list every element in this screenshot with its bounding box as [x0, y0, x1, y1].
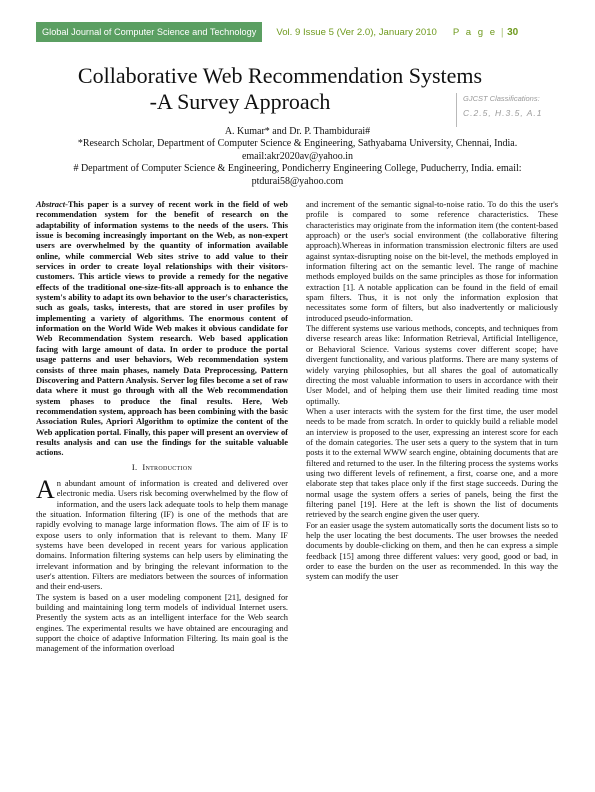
intro-paragraph-1-text: n abundant amount of information is created and delivered over electronic media. Users risk becoming overwhelmed by the flow of information, and the users lack adequate tools to help them manage the situation. Information filtering (IF) is one of the methods that are rapidly evolving to manage large information flows. The aim of IF is to expose users to only information that is relevant to them. Many IF systems have been developed in recent years for various application domains. Information filtering systems can help users by eliminating the irrelevant information and by bringing the relevant information to the user's attention. Filters are mediators between the sources of information and their end-users. [36, 477, 288, 592]
classification-codes: C.2.5, H.3.5, A.1 [463, 108, 543, 118]
author-affiliation-2: # Department of Computer Science & Engineering, Pondicherry Engineering College, Puducherry, India. email: ptdurai58@yahoo.com [73, 163, 522, 187]
journal-name: Global Journal of Computer Science and Technology [36, 22, 262, 42]
drop-cap: A [36, 474, 55, 504]
right-column [306, 199, 558, 582]
volume-info: Vol. 9 Issue 5 (Ver 2.0), January 2010 [276, 26, 437, 38]
section-heading [36, 462, 288, 472]
author-names: A. Kumar* and Dr. P. Thambidurai# [224, 126, 371, 137]
right-paragraph-3: When a user interacts with the system for the first time, the user model needs to be made from scratch. In order to quickly build a reliable model an interview is proposed to the user, expressing an interest score for each of the domain categories. The user sets a query to the system that in turn posts it to the external WWW search engine, obtaining documents that are filtered and returned to the user. In the filtering process the systems works using two different levels of refinement, a first, coarse one, and a more elaborate step that takes place only if the first stage succeeds. During the normal usage the system offers a series of panels, being the first the filtering panel [19]. Here at the left is shown the list of documents retrieved by the search engine given the user query. [306, 405, 558, 520]
section-title: Introduction [142, 461, 193, 472]
intro-paragraph-2: The system is based on a user modeling component [21], designed for building and maintaining long term models of individual Internet users. Presently the system acts as an intelligent interface for the Web search engines. The experimental results we have obtained are encouraging and support the choice of adaptive Information Filtering. Its main goal is the management of the information overload [36, 591, 288, 654]
page-label: P a g e [452, 26, 498, 38]
section-number: I. [131, 461, 138, 472]
abstract-text: This paper is a survey of recent work in the field of web recommendation system for the benefit of research on the adaptability of information systems to the needs of the users. This issue is becoming increasingly important on the Web, as non-expert users are overwhelmed by the quantity of information available online, while commercial Web sites strive to add value to their services in order to create loyal relationships with their visitors-customers. This article views to provide a remedy for the negative effects of the traditional one-size-fits-all approach is to enhance the system's ability to adapt its own behavior to the user's characteristics, such as goals, tasks, interests, that are stored in user profiles by implementing a variety of algorithms. The enormous content of information on the World Wide Web makes it obvious candidate for Web Recommendation System research. Web based application facing with large amount of data. In order to produce the portal usage patterns and user behaviors, Web recommendation system consists of three main phases, namely Data Preprocessing, Pattern Discovering and Pattern Analysis. Server log files become a set of raw data where it must go through with all the Web recommendation system phases to produce the final results. Here, Web recommendation system, approach has been combining with the basic Association Rules, Apriori Algorithm to optimize the content of the Web application portal. Finally, this paper will present an overview of results analysis and can use the findings for the suitable valuable actions. [36, 199, 288, 458]
right-paragraph-2: The different systems use various methods, concepts, and techniques from diverse research areas like: Information Retrieval, Artificial Intelligence, or Behavioral Science. Various systems cover different scope; have divergent functionality, and various platforms. There are many systems of widely varying philosophies, but all shares the goal of automatically directing the most valuable information to users in accordance with their User Model, and of helping them use their limited reading time most optimally. [306, 323, 558, 406]
abstract-label: Abstract- [36, 199, 68, 209]
intro-paragraph-1 [36, 474, 288, 592]
paper-title-line2: -A Survey Approach [149, 89, 331, 114]
classification-label: GJCST Classifications: [463, 94, 540, 103]
author-block [40, 126, 555, 188]
right-paragraph-4: For an easier usage the system automatically sorts the document lists so to help the user locating the best documents. The user browses the needed documents by double-clicking on them, and then he can express a simple feedback [15] among three different values: very good, good or bad, in order to ease the burden on the user as recommended. In this way the system can modify the user [306, 519, 558, 582]
left-column [36, 199, 288, 654]
author-affiliation-1: *Research Scholar, Department of Computer Science & Engineering, Sathyabama University, Chennai, India. email:akr2020av@yahoo.in [77, 138, 518, 162]
running-header [36, 22, 559, 42]
abstract [36, 199, 288, 458]
classification-box [456, 93, 555, 127]
right-paragraph-1: and increment of the semantic signal-to-noise ratio. To do this the user's profile is compared to some reference characteristics. These characteristics may originate from the information item (the content-based approach) or the user's social environment (the collaborative filtering approach).Whereas in information transmission electronic filters are used against syntax-disrupting noise on the bit-level, the methods employed in information filtering act on the semantic level. The range of machine methods employed builds on the same principles as those for information extraction [1]. A notable application can be found in the field of email spam filters. Thus, it is not only the information explosion that necessitates some form of filters, but also inadvertently or maliciously introduced pseudo-information. [306, 199, 558, 323]
header-separator: | [501, 26, 504, 38]
paper-title-line1: Collaborative Web Recommendation Systems [77, 63, 483, 88]
page-number: 30 [507, 26, 519, 38]
